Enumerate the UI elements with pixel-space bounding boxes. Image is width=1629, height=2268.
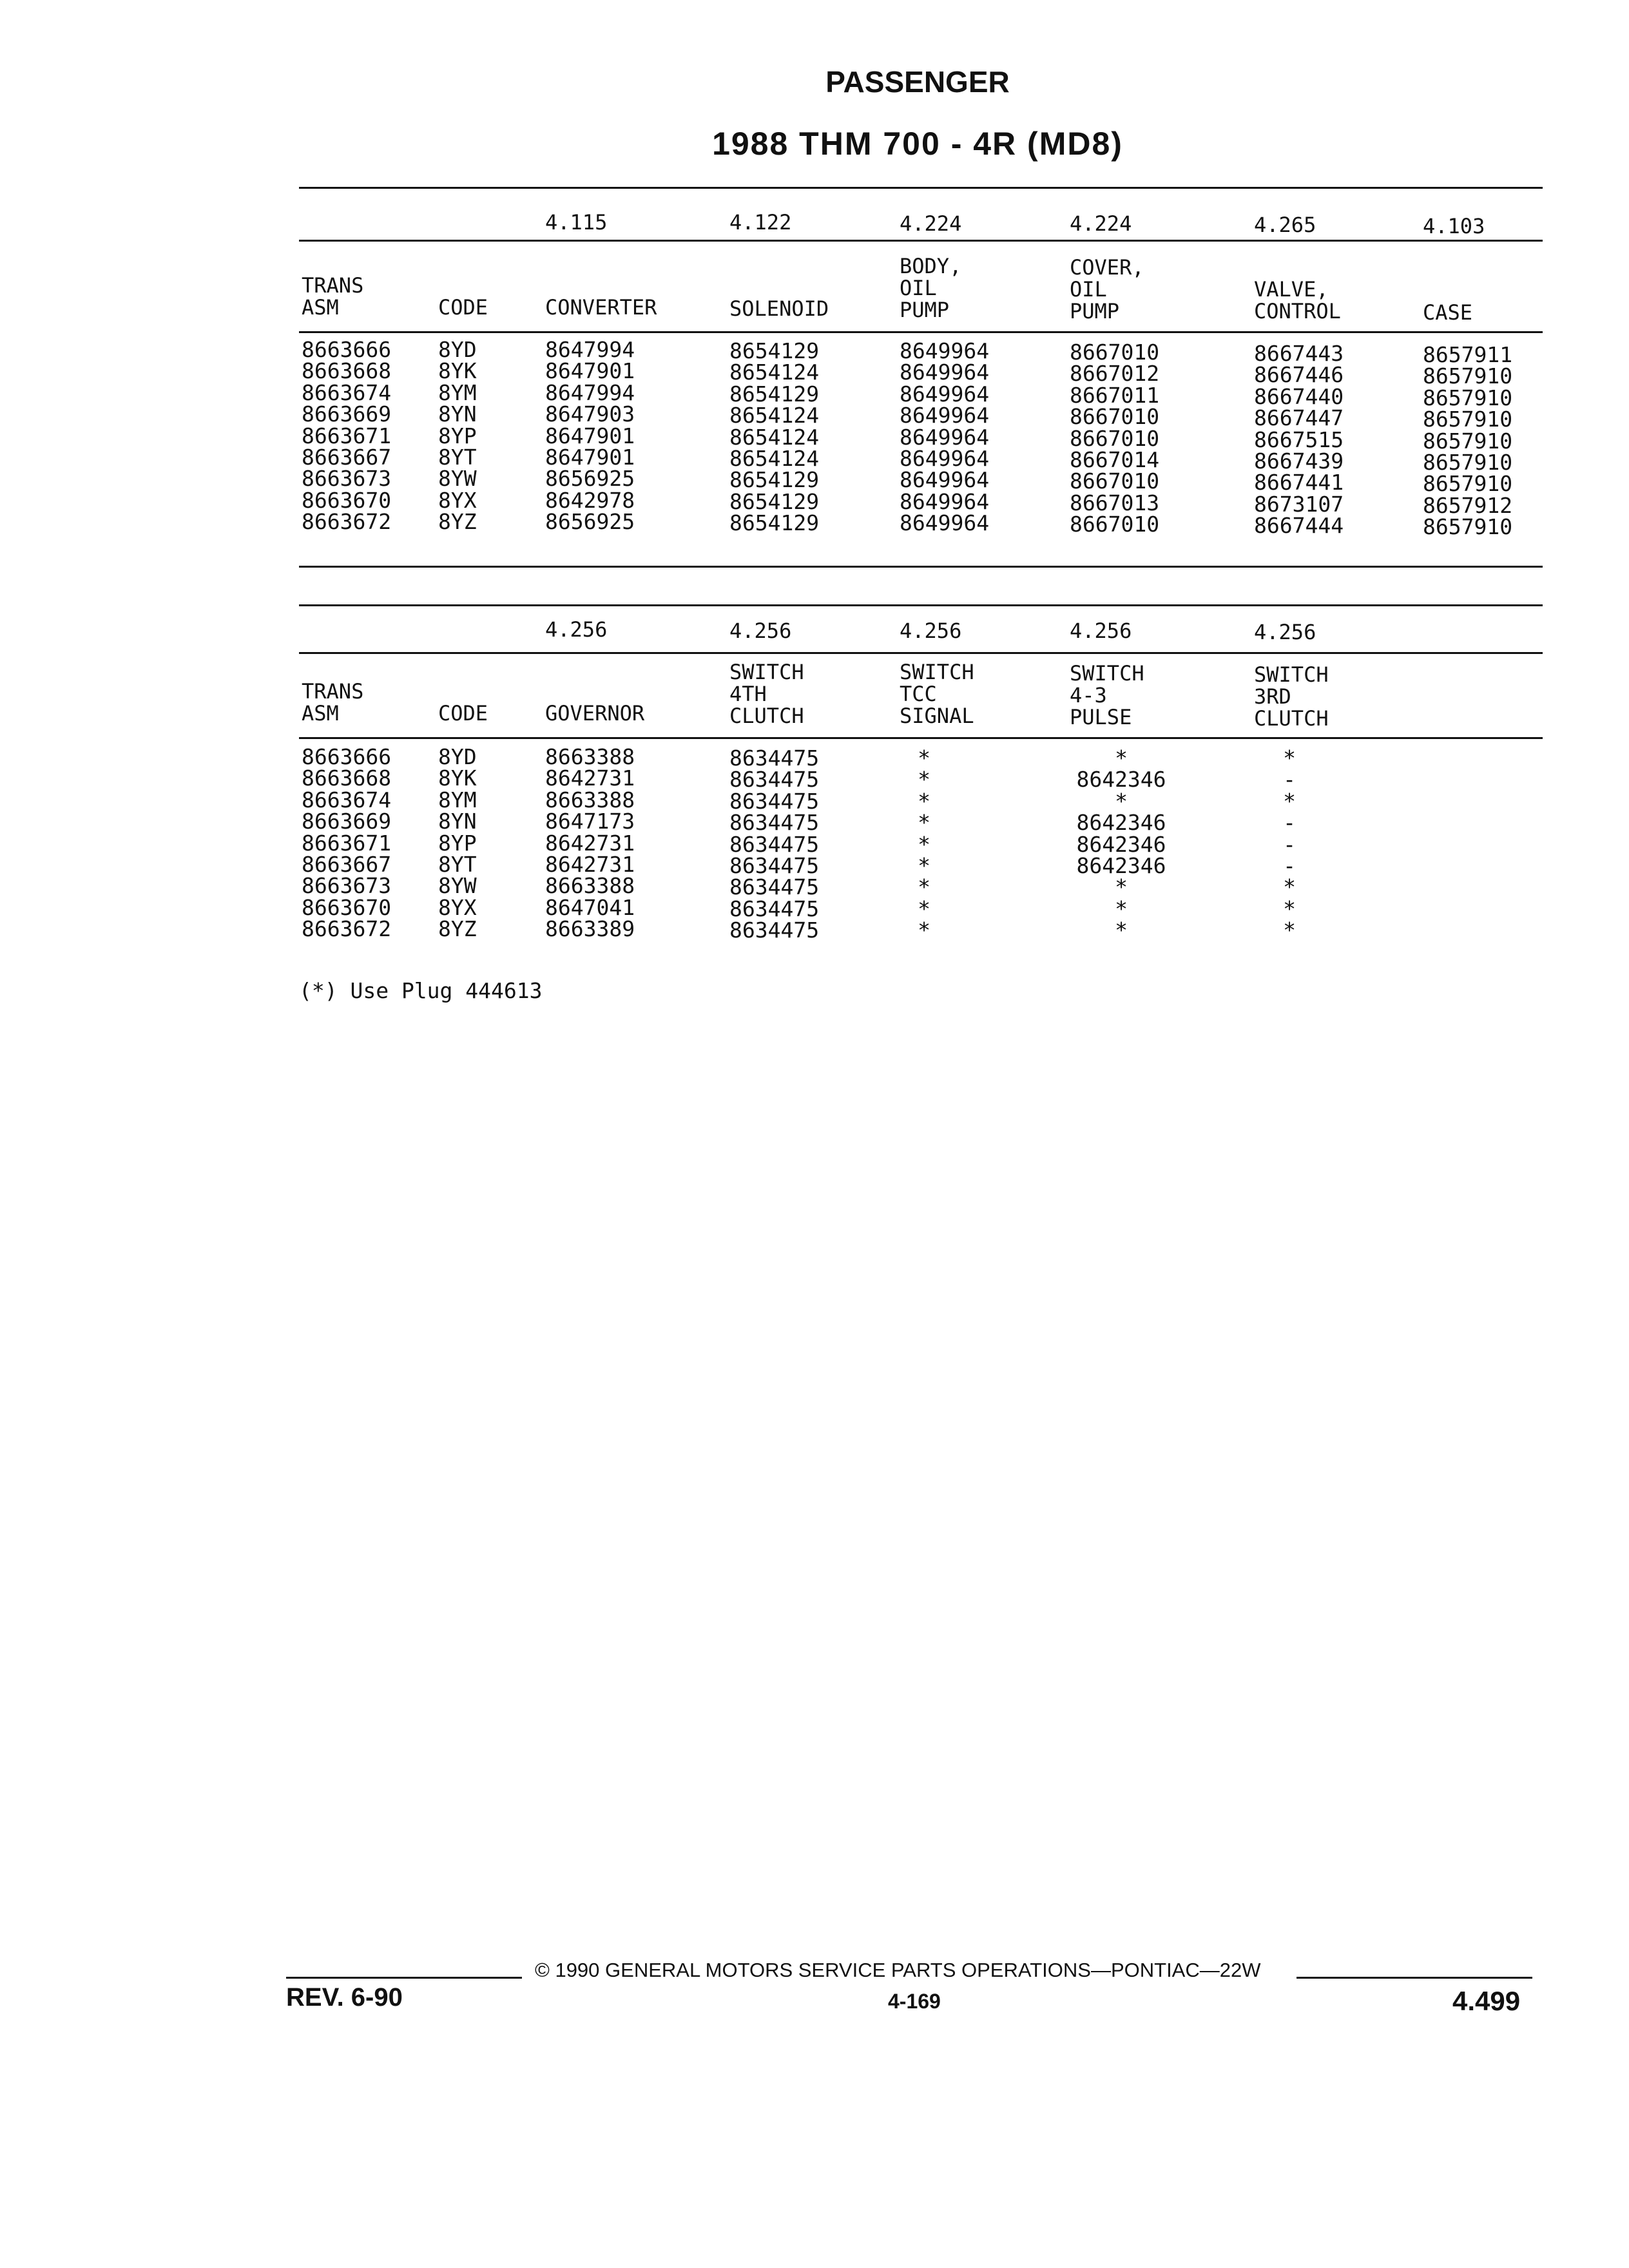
table-cell: - [1283, 853, 1296, 879]
table-cell: * [918, 767, 930, 793]
data-column [729, 340, 819, 534]
table-cell: 8663671 [302, 830, 392, 856]
table-cell: 8YX [438, 894, 477, 920]
footer-rule [286, 1977, 522, 1979]
table-cell: * [1283, 918, 1296, 943]
column-header: COVER, OIL PUMP [1070, 255, 1144, 323]
table-cell: 8663669 [302, 809, 392, 834]
table-cell: 8YN [438, 401, 477, 427]
table-cell: 8667010 [1070, 404, 1160, 430]
table-cell: 8667447 [1254, 405, 1344, 431]
data-column [302, 339, 391, 533]
parts-table-2 [299, 604, 1543, 943]
ref-number: 4.256 [900, 619, 962, 643]
column-header: CODE [438, 701, 488, 726]
data-column [1070, 341, 1159, 535]
table-cell: 8657912 [1423, 492, 1513, 518]
table-cell: 8642731 [545, 852, 635, 878]
page-subtitle: 1988 THM 700 - 4R (MD8) [712, 126, 1123, 162]
table-cell: 8654124 [729, 403, 820, 428]
table-rule [299, 240, 1543, 242]
table-cell: 8663388 [545, 873, 635, 899]
table-cell: * [918, 853, 930, 879]
table-cell: * [1115, 918, 1128, 943]
table-cell: 8YT [438, 852, 477, 878]
table-cell: 8654124 [729, 360, 820, 385]
table-rule [299, 604, 1543, 606]
data-column [1254, 343, 1344, 537]
table-cell: - [1283, 831, 1296, 857]
table-cell: 8634475 [729, 896, 820, 921]
table-cell: 8YN [438, 809, 477, 834]
table-cell: 8657910 [1423, 428, 1513, 454]
data-column [729, 747, 819, 941]
table-cell: 8634475 [729, 918, 820, 943]
footer-rule [1296, 1977, 1532, 1979]
table-cell: 8663672 [302, 509, 392, 535]
table-cell: 8663673 [302, 873, 392, 899]
table-cell: 8654124 [729, 446, 820, 472]
data-column [438, 339, 477, 533]
table-cell: 8667010 [1070, 425, 1160, 451]
column-header: VALVE, CONTROL [1254, 277, 1341, 323]
table-cell: 8667439 [1254, 448, 1344, 474]
table-cell: 8YM [438, 380, 477, 405]
table-cell: 8667444 [1254, 513, 1344, 539]
table-cell: 8656925 [545, 466, 635, 492]
table-cell: 8663389 [545, 916, 635, 942]
column-header: CONVERTER [545, 295, 657, 320]
table-cell: 8663674 [302, 787, 392, 812]
table-cell: 8663666 [302, 744, 392, 769]
table-cell: 8634475 [729, 745, 820, 771]
table-cell: 8649964 [900, 360, 990, 385]
table-cell: 8667515 [1254, 427, 1344, 452]
table-cell: 8647901 [545, 423, 635, 448]
table-cell: 8654129 [729, 488, 820, 514]
data-column [900, 340, 989, 534]
table-cell: 8657910 [1423, 514, 1513, 540]
table-cell: 8654124 [729, 424, 820, 450]
column-header: SOLENOID [729, 296, 829, 321]
table-cell: 8667446 [1254, 362, 1344, 388]
table-rule [299, 737, 1543, 739]
table-cell: 8667012 [1070, 361, 1160, 387]
table-cell: 8654129 [729, 510, 820, 536]
table-cell: 8663388 [545, 787, 635, 812]
table-cell: * [918, 896, 930, 921]
column-header: SWITCH 4TH CLUTCH [729, 660, 804, 728]
table-cell: 8634475 [729, 810, 820, 836]
table-cell: 8663668 [302, 358, 392, 384]
column-header: TRANS ASM [302, 273, 364, 320]
table-cell: 8663673 [302, 466, 392, 492]
ref-number: 4.103 [1423, 214, 1485, 238]
table-cell: 8642978 [545, 487, 635, 513]
table-cell: - [1283, 810, 1296, 836]
table-cell: 8649964 [900, 446, 990, 472]
ref-number: 4.265 [1254, 213, 1316, 237]
table-cell: 8647994 [545, 380, 635, 405]
table-cell: 8649964 [900, 488, 990, 514]
table-cell: 8YD [438, 744, 477, 769]
table-cell: 8663667 [302, 445, 392, 470]
table-cell: 8649964 [900, 338, 990, 363]
table-cell: * [918, 745, 930, 771]
table-rule [299, 566, 1543, 568]
ref-number: 4.122 [729, 210, 792, 235]
table-cell: 8657911 [1423, 342, 1513, 367]
table-cell: * [1115, 745, 1128, 771]
table-cell: 8YP [438, 830, 477, 856]
table-cell: 8667443 [1254, 341, 1344, 366]
data-column [545, 746, 635, 940]
table-cell: * [1283, 874, 1296, 900]
table-cell: 8YT [438, 445, 477, 470]
parts-table-1 [299, 187, 1543, 573]
table-cell: 8667010 [1070, 512, 1160, 537]
table-cell: * [1115, 896, 1128, 921]
table-cell: 8647901 [545, 445, 635, 470]
table-cell: 8649964 [900, 424, 990, 450]
table-cell: 8YK [438, 358, 477, 384]
section-number: 4.499 [1452, 1986, 1521, 2016]
table-cell: 8YZ [438, 509, 477, 535]
table-cell: 8642731 [545, 830, 635, 856]
table-cell: 8654129 [729, 381, 820, 407]
table-cell: 8663672 [302, 916, 392, 942]
table-cell: * [918, 831, 930, 857]
table-cell: * [1283, 745, 1296, 771]
column-header: CODE [438, 295, 488, 320]
table-rule [299, 331, 1543, 333]
table-cell: * [1283, 788, 1296, 814]
table-cell: 8647041 [545, 894, 635, 920]
ref-number: 4.256 [545, 617, 608, 642]
data-column [438, 746, 477, 940]
column-header: TRANS ASM [302, 679, 364, 726]
table-cell: 8YW [438, 466, 477, 492]
table-cell: 8657910 [1423, 471, 1513, 497]
table-cell: 8663671 [302, 423, 392, 448]
table-cell: * [918, 810, 930, 836]
data-column [1070, 747, 1173, 941]
ref-number: 4.224 [1070, 211, 1132, 236]
table-cell: 8663667 [302, 852, 392, 878]
table-cell: 8YP [438, 423, 477, 448]
table-cell: * [918, 788, 930, 814]
table-cell: 8634475 [729, 853, 820, 879]
table-cell: 8634475 [729, 874, 820, 900]
page-number: 4-169 [888, 1990, 941, 2013]
column-header: SWITCH TCC SIGNAL [900, 660, 974, 728]
page-title: PASSENGER [825, 65, 1010, 99]
table-rule [299, 187, 1543, 189]
table-cell: 8649964 [900, 381, 990, 407]
table-cell: 8642346 [1076, 767, 1166, 793]
data-column [1255, 747, 1324, 941]
table-cell: 8667441 [1254, 470, 1344, 495]
table-cell: 8642731 [545, 765, 635, 791]
table-cell: 8667440 [1254, 383, 1344, 409]
table-cell: 8647994 [545, 337, 635, 362]
table-cell: 8663668 [302, 765, 392, 791]
table-cell: 8657910 [1423, 385, 1513, 410]
ref-number: 4.224 [900, 211, 962, 236]
table-cell: * [1283, 896, 1296, 921]
table-cell: 8667010 [1070, 340, 1160, 365]
table-cell: 8YD [438, 337, 477, 362]
table-cell: 8657910 [1423, 450, 1513, 476]
ref-number: 4.256 [729, 619, 792, 643]
column-header: BODY, OIL PUMP [900, 254, 962, 322]
revision-label: REV. 6-90 [286, 1983, 403, 2012]
table-cell: 8647903 [545, 401, 635, 427]
table-cell: 8657910 [1423, 363, 1513, 389]
ref-number: 4.256 [1070, 619, 1132, 643]
table-cell: 8663674 [302, 380, 392, 405]
data-column [911, 747, 937, 941]
table-cell: 8667013 [1070, 490, 1160, 515]
data-column [545, 339, 635, 533]
footnote: (*) Use Plug 444613 [299, 978, 543, 1003]
table-cell: 8642346 [1076, 831, 1166, 857]
table-cell: 8YZ [438, 916, 477, 942]
table-cell: 8673107 [1254, 491, 1344, 517]
table-cell: 8656925 [545, 509, 635, 535]
table-cell: 8657910 [1423, 407, 1513, 432]
table-cell: * [1115, 788, 1128, 814]
table-cell: 8667010 [1070, 468, 1160, 494]
column-header: SWITCH 3RD CLUTCH [1254, 662, 1329, 731]
column-header: GOVERNOR [545, 701, 645, 726]
table-cell: 8654129 [729, 467, 820, 493]
table-cell: 8663666 [302, 337, 392, 362]
table-cell: 8667011 [1070, 382, 1160, 408]
table-cell: 8YW [438, 873, 477, 899]
data-column [1423, 344, 1512, 538]
table-cell: 8649964 [900, 467, 990, 493]
table-cell: * [1115, 874, 1128, 900]
ref-number: 4.115 [545, 210, 608, 235]
table-cell: * [918, 918, 930, 943]
table-cell: 8642346 [1076, 810, 1166, 836]
table-cell: 8647901 [545, 358, 635, 384]
data-column [302, 746, 391, 940]
table-cell: 8634475 [729, 767, 820, 793]
column-header: SWITCH 4-3 PULSE [1070, 661, 1144, 729]
table-cell: 8654129 [729, 338, 820, 363]
table-cell: 8663388 [545, 744, 635, 769]
table-cell: 8663670 [302, 487, 392, 513]
table-cell: - [1283, 767, 1296, 793]
table-cell: 8634475 [729, 831, 820, 857]
ref-number: 4.256 [1254, 620, 1316, 644]
table-cell: 8663670 [302, 894, 392, 920]
table-cell: 8663669 [302, 401, 392, 427]
table-cell: 8YM [438, 787, 477, 812]
table-cell: 8667014 [1070, 447, 1160, 473]
table-cell: 8649964 [900, 403, 990, 428]
table-cell: 8634475 [729, 788, 820, 814]
footer-copyright: © 1990 GENERAL MOTORS SERVICE PARTS OPERATIONS—PONTIAC—22W [535, 1959, 1261, 1981]
table-cell: 8YX [438, 487, 477, 513]
table-cell: * [918, 874, 930, 900]
table-cell: 8YK [438, 765, 477, 791]
table-cell: 8649964 [900, 510, 990, 536]
column-header: CASE [1423, 300, 1473, 325]
table-cell: 8642346 [1076, 853, 1166, 879]
table-cell: 8647173 [545, 809, 635, 834]
table-rule [299, 652, 1543, 654]
